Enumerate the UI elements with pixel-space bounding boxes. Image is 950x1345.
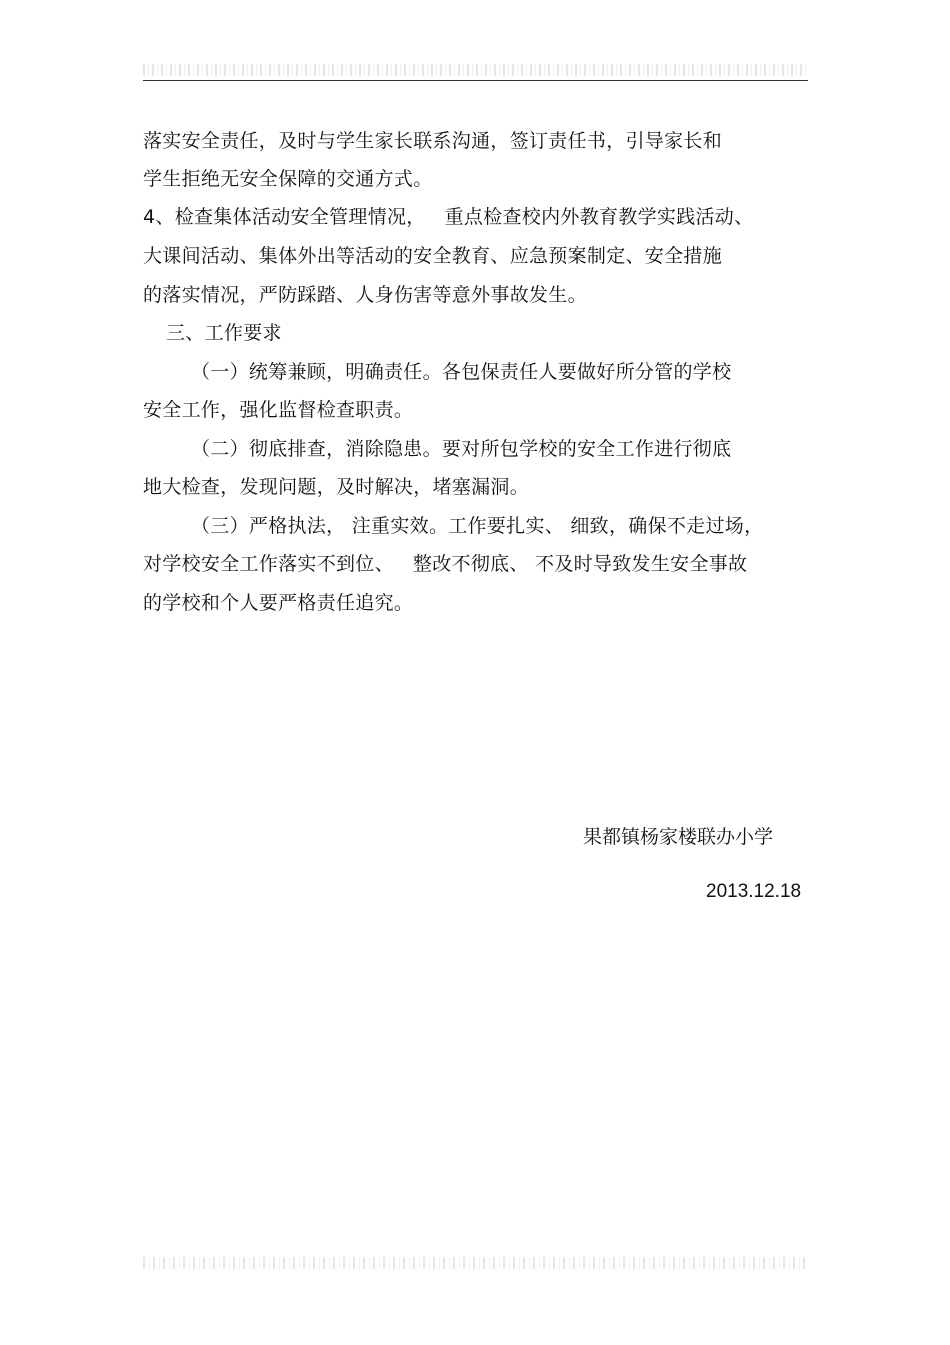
header-noise	[143, 64, 808, 76]
paragraph-line: 4、检查集体活动安全管理情况， 重点检查校内外教育教学实践活动、	[143, 206, 754, 228]
paragraph-line: （三）严格执法， 注重实效。工作要扎实、 细致，确保不走过场，	[191, 515, 764, 537]
signature-organization: 果都镇杨家楼联办小学	[583, 826, 774, 848]
paragraph-line: 安全工作，强化监督检查职责。	[143, 399, 414, 421]
paragraph-line: （二）彻底排查，消除隐患。要对所包学校的安全工作进行彻底	[191, 438, 732, 460]
footer-noise	[143, 1257, 808, 1269]
header-rule	[143, 80, 808, 81]
paragraph-line: 对学校安全工作落实不到位、 整改不彻底、 不及时导致发生安全事故	[143, 553, 748, 575]
paragraph-line: 地大检查，发现问题，及时解决，堵塞漏洞。	[143, 476, 530, 498]
paragraph-line: 大课间活动、集体外出等活动的安全教育、应急预案制定、安全措施	[143, 245, 723, 267]
paragraph-line: 学生拒绝无安全保障的交通方式。	[143, 168, 433, 190]
section-heading: 三、工作要求	[166, 322, 282, 344]
paragraph-line: 的落实情况，严防踩踏、人身伤害等意外事故发生。	[143, 284, 587, 306]
paragraph-line: 的学校和个人要严格责任追究。	[143, 592, 414, 614]
signature-date: 2013.12.18	[706, 881, 802, 902]
paragraph-line: （一）统筹兼顾，明确责任。各包保责任人要做好所分管的学校	[191, 361, 732, 383]
paragraph-line: 落实安全责任，及时与学生家长联系沟通，签订责任书，引导家长和	[143, 130, 723, 152]
